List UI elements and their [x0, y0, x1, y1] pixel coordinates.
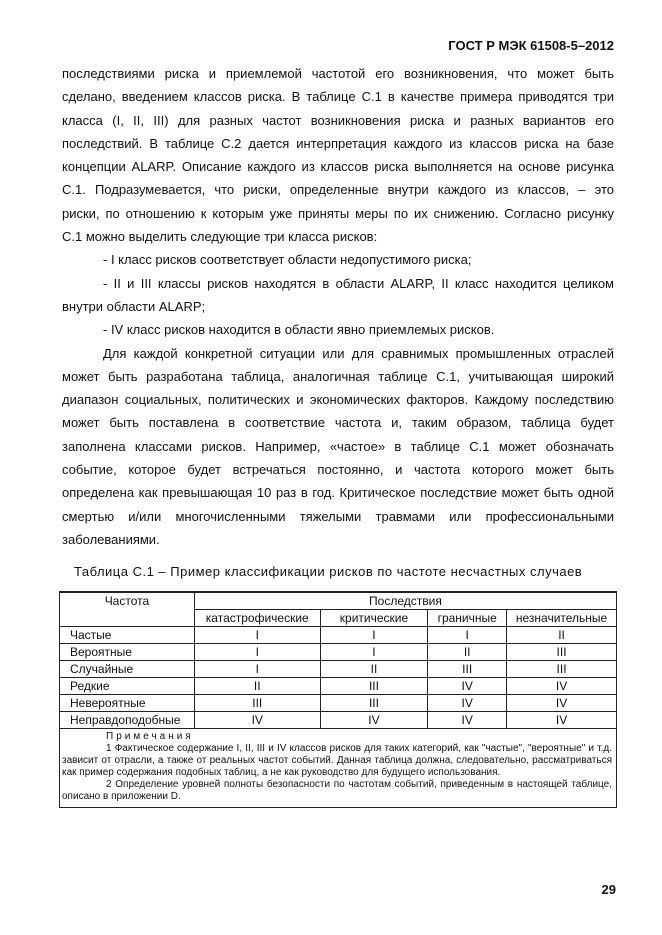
text-line: сделано, введением классов риска. В таблице С.1 в качестве примера приводятся три — [62, 89, 614, 105]
column-header: критические — [320, 610, 428, 627]
table-cell: IV — [428, 712, 507, 729]
table-cell: II — [507, 627, 617, 644]
table-cell: IV — [507, 712, 617, 729]
table-cell: I — [428, 627, 507, 644]
table-cell: III — [320, 695, 428, 712]
table-cell: I — [194, 627, 320, 644]
table-cell: II — [194, 678, 320, 695]
table-cell: IV — [320, 712, 428, 729]
table-cell: IV — [194, 712, 320, 729]
table-cell: IV — [428, 678, 507, 695]
row-label: Частые — [60, 627, 195, 644]
consequences-header: Последствия — [194, 592, 616, 610]
page-number: 29 — [601, 882, 616, 897]
table-cell: II — [320, 661, 428, 678]
row-label: Неправдоподобные — [60, 712, 195, 729]
table-cell: III — [320, 678, 428, 695]
note-2-text: 2 Определение уровней полноты безопасности по частотам событий, приведенным в настоящей таблице, описано в приложении D. — [62, 779, 612, 802]
text-line: С.1 можно выделить следующие три класса рисков: — [62, 229, 378, 245]
bullet-class-ii-iii-cont: внутри области ALARP; — [62, 298, 206, 314]
frequency-header: Частота — [60, 592, 195, 627]
note-1-text: 1 Фактическое содержание I, II, III и IV классов рисков для таких категорий, как "частые", "вероятные" и т.д. зависит от отрасли, а также от реальных частот событий. Данная таблица должна, следовательно, рассматриваться как пример содержания подобных таблиц, а не как руководство для будущего использования. — [62, 743, 612, 778]
table-cell: III — [507, 644, 617, 661]
column-header: незначительные — [507, 610, 617, 627]
row-label: Вероятные — [60, 644, 195, 661]
table-cell: III — [194, 695, 320, 712]
table-cell: I — [194, 661, 320, 678]
table-cell: I — [194, 644, 320, 661]
notes-title: Примечания — [106, 731, 194, 742]
table-cell: IV — [428, 695, 507, 712]
risk-classification-table — [59, 591, 617, 808]
table-cell: IV — [507, 678, 617, 695]
text-line: концепции ALARP. Описание каждого из классов риска выполняется на основе рисунка — [62, 159, 614, 175]
table-notes — [60, 729, 617, 808]
text-line: Для каждой конкретной ситуации или для сравнимых промышленных отраслей — [103, 345, 614, 361]
paragraph-risk-classes — [62, 62, 614, 551]
row-label: Редкие — [60, 678, 195, 695]
document-header: ГОСТ Р МЭК 61508-5–2012 — [448, 38, 614, 53]
bullet-class-ii-iii: - II и III классы рисков находятся в области ALARP, II класс находится целиком — [103, 275, 614, 291]
table-cell: IV — [507, 695, 617, 712]
bullet-class-i: - I класс рисков соответствует области недопустимого риска; — [103, 252, 472, 268]
text-line: заполнена классами рисков. Например, «частое» в таблице С.1 может обозначать — [62, 438, 614, 454]
text-line: может быть разработана таблица, аналогичная таблице С.1, учитывающая широкий — [62, 368, 614, 384]
table-row — [60, 627, 617, 644]
text-line: последствиями риска и приемлемой частотой его возникновения, что может быть — [62, 66, 614, 81]
column-header: граничные — [428, 610, 507, 627]
table-cell: III — [507, 661, 617, 678]
note-2 — [62, 779, 612, 803]
table-row — [60, 644, 617, 661]
table-row — [60, 678, 617, 695]
table-cell: II — [428, 644, 507, 661]
table-row — [60, 661, 617, 678]
text-line: С.1. Подразумевается, что риски, определенные внутри каждого из классов, – это — [62, 182, 614, 198]
table-row — [60, 712, 617, 729]
text-line: последствий. В таблице С.2 дается интерпретация каждого из классов риска на базе — [62, 135, 614, 151]
row-label: Случайные — [60, 661, 195, 678]
text-line: заболеваниями. — [62, 531, 160, 547]
text-line: определена как превышающая 10 раз в год. Критическое последствие может быть одной — [62, 485, 614, 501]
bullet-class-iv: - IV класс рисков находится в области явно приемлемых рисков. — [103, 322, 495, 338]
text-line: смертью и/или многочисленными тяжелыми травмами или профессиональными — [62, 508, 614, 524]
table-caption: Таблица С.1 – Пример классификации рисков по частоте несчастных случаев — [74, 564, 583, 579]
text-line: событие, которое будет встречаться постоянно, и частота которого может быть — [62, 462, 614, 478]
text-line: может быть поставлена в соответствие частота и, таким образом, таблица будет — [62, 415, 614, 431]
table-cell: I — [320, 627, 428, 644]
row-label: Невероятные — [60, 695, 195, 712]
text-line: диапазон социальных, политических и экономических факторов. Каждому последствию — [62, 392, 614, 408]
text-line: риски, по отношению к которым уже приняты меры по их снижению. Согласно рисунку — [62, 205, 614, 221]
text-line: класса (I, II, III) для разных частот возникновения риска и разных вариантов его — [62, 112, 614, 128]
column-header: катастрофические — [194, 610, 320, 627]
table-cell: I — [320, 644, 428, 661]
table-cell: III — [428, 661, 507, 678]
note-1 — [62, 743, 612, 779]
table-row — [60, 695, 617, 712]
